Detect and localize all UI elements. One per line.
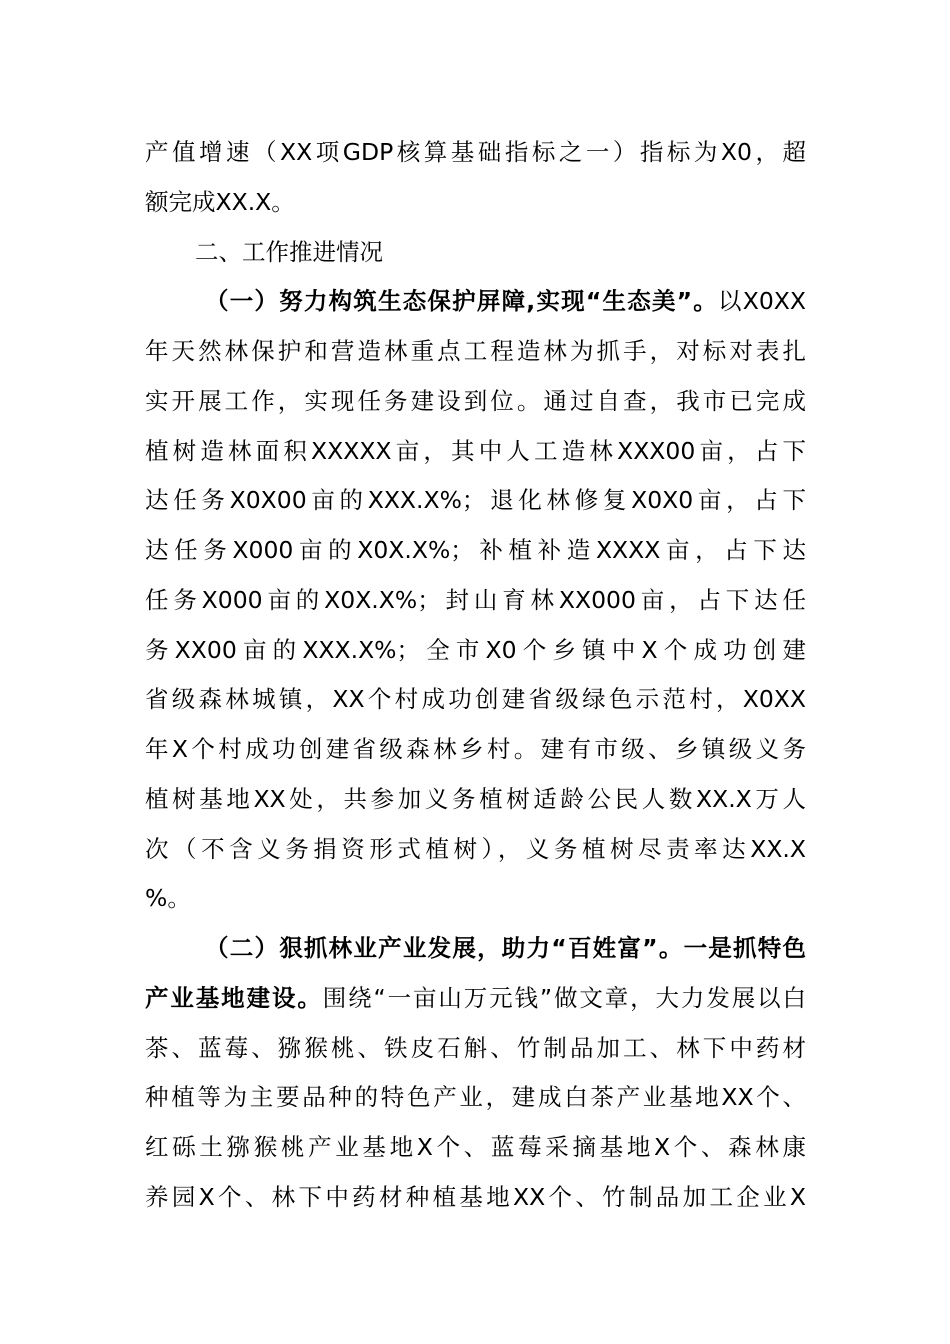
body-text: 二、工作推进情况 — [195, 237, 383, 266]
text-line — [145, 576, 806, 626]
text-line — [145, 874, 806, 924]
text-line — [145, 178, 806, 228]
text-line — [145, 626, 806, 676]
bold-heading-text: （一）努力构筑生态保护屏障,实现“生态美”。 — [205, 287, 719, 316]
body-text: 植树基地XX处，共参加义务植树适龄公民人数XX.X万人 — [145, 784, 806, 813]
body-text: 达任务X000亩的X0X.X%；补植补造XXXX亩，占下达 — [145, 536, 806, 564]
bold-heading-text: （二）狠抓林业产业发展，助力“百姓富”。一是抓特色 — [205, 934, 806, 962]
text-line — [145, 526, 806, 576]
text-line — [145, 277, 806, 327]
text-line — [145, 825, 806, 875]
body-text: 年X个村成功创建省级森林乡村。建有市级、乡镇级义务 — [145, 735, 806, 763]
body-text: 养园X个、林下中药材种植基地XX个、竹制品加工企业X — [145, 1182, 806, 1211]
text-line — [145, 924, 806, 974]
text-line — [145, 128, 806, 178]
body-text: 种植等为主要品种的特色产业，建成白茶产业基地XX个、 — [145, 1083, 806, 1112]
body-text: 年天然林保护和营造林重点工程造林为抓手，对标对表扎 — [145, 337, 806, 365]
body-text: %。 — [145, 884, 191, 913]
text-line — [145, 377, 806, 427]
text-line — [145, 974, 806, 1024]
body-text: 实开展工作，实现任务建设到位。通过自查，我市已完成 — [145, 386, 806, 415]
text-line — [145, 228, 806, 278]
body-text: 植树造林面积XXXXX亩，其中人工造林XXX00亩，占下 — [145, 436, 806, 465]
text-line — [145, 775, 806, 825]
body-text: 红砾土猕猴桃产业基地X个、蓝莓采摘基地X个、森林康 — [145, 1133, 806, 1161]
text-line — [145, 1073, 806, 1123]
body-text: 围绕“一亩山万元钱”做文章，大力发展以白 — [322, 983, 806, 1012]
text-line — [145, 1173, 806, 1223]
body-text: 任务X000亩的X0X.X%；封山育林XX000亩，占下达任 — [145, 585, 806, 614]
body-text: 产值增速（XX项GDP核算基础指标之一）指标为X0，超 — [145, 138, 806, 166]
body-text: 省级森林城镇，XX个村成功创建省级绿色示范村，X0XX — [145, 685, 806, 714]
text-line — [145, 675, 806, 725]
text-line — [145, 725, 806, 775]
body-text: 以X0XX — [718, 287, 806, 316]
bold-heading-text: 产业基地建设。 — [145, 983, 323, 1012]
text-line — [145, 1123, 806, 1173]
body-text: 额完成XX.X。 — [145, 187, 295, 216]
body-text: 次（不含义务捐资形式植树），义务植树尽责率达XX.X — [145, 834, 806, 863]
text-line — [145, 427, 806, 477]
document-body — [145, 128, 806, 1223]
body-text: 达任务X0X00亩的XXX.X%；退化林修复X0X0亩，占下 — [145, 486, 806, 515]
text-line — [145, 1024, 806, 1074]
body-text: 茶、蓝莓、猕猴桃、铁皮石斛、竹制品加工、林下中药材 — [145, 1033, 806, 1062]
body-text: 务XX00亩的XXX.X%；全市X0个乡镇中X个成功创建 — [145, 635, 806, 664]
text-line — [145, 476, 806, 526]
text-line — [145, 327, 806, 377]
